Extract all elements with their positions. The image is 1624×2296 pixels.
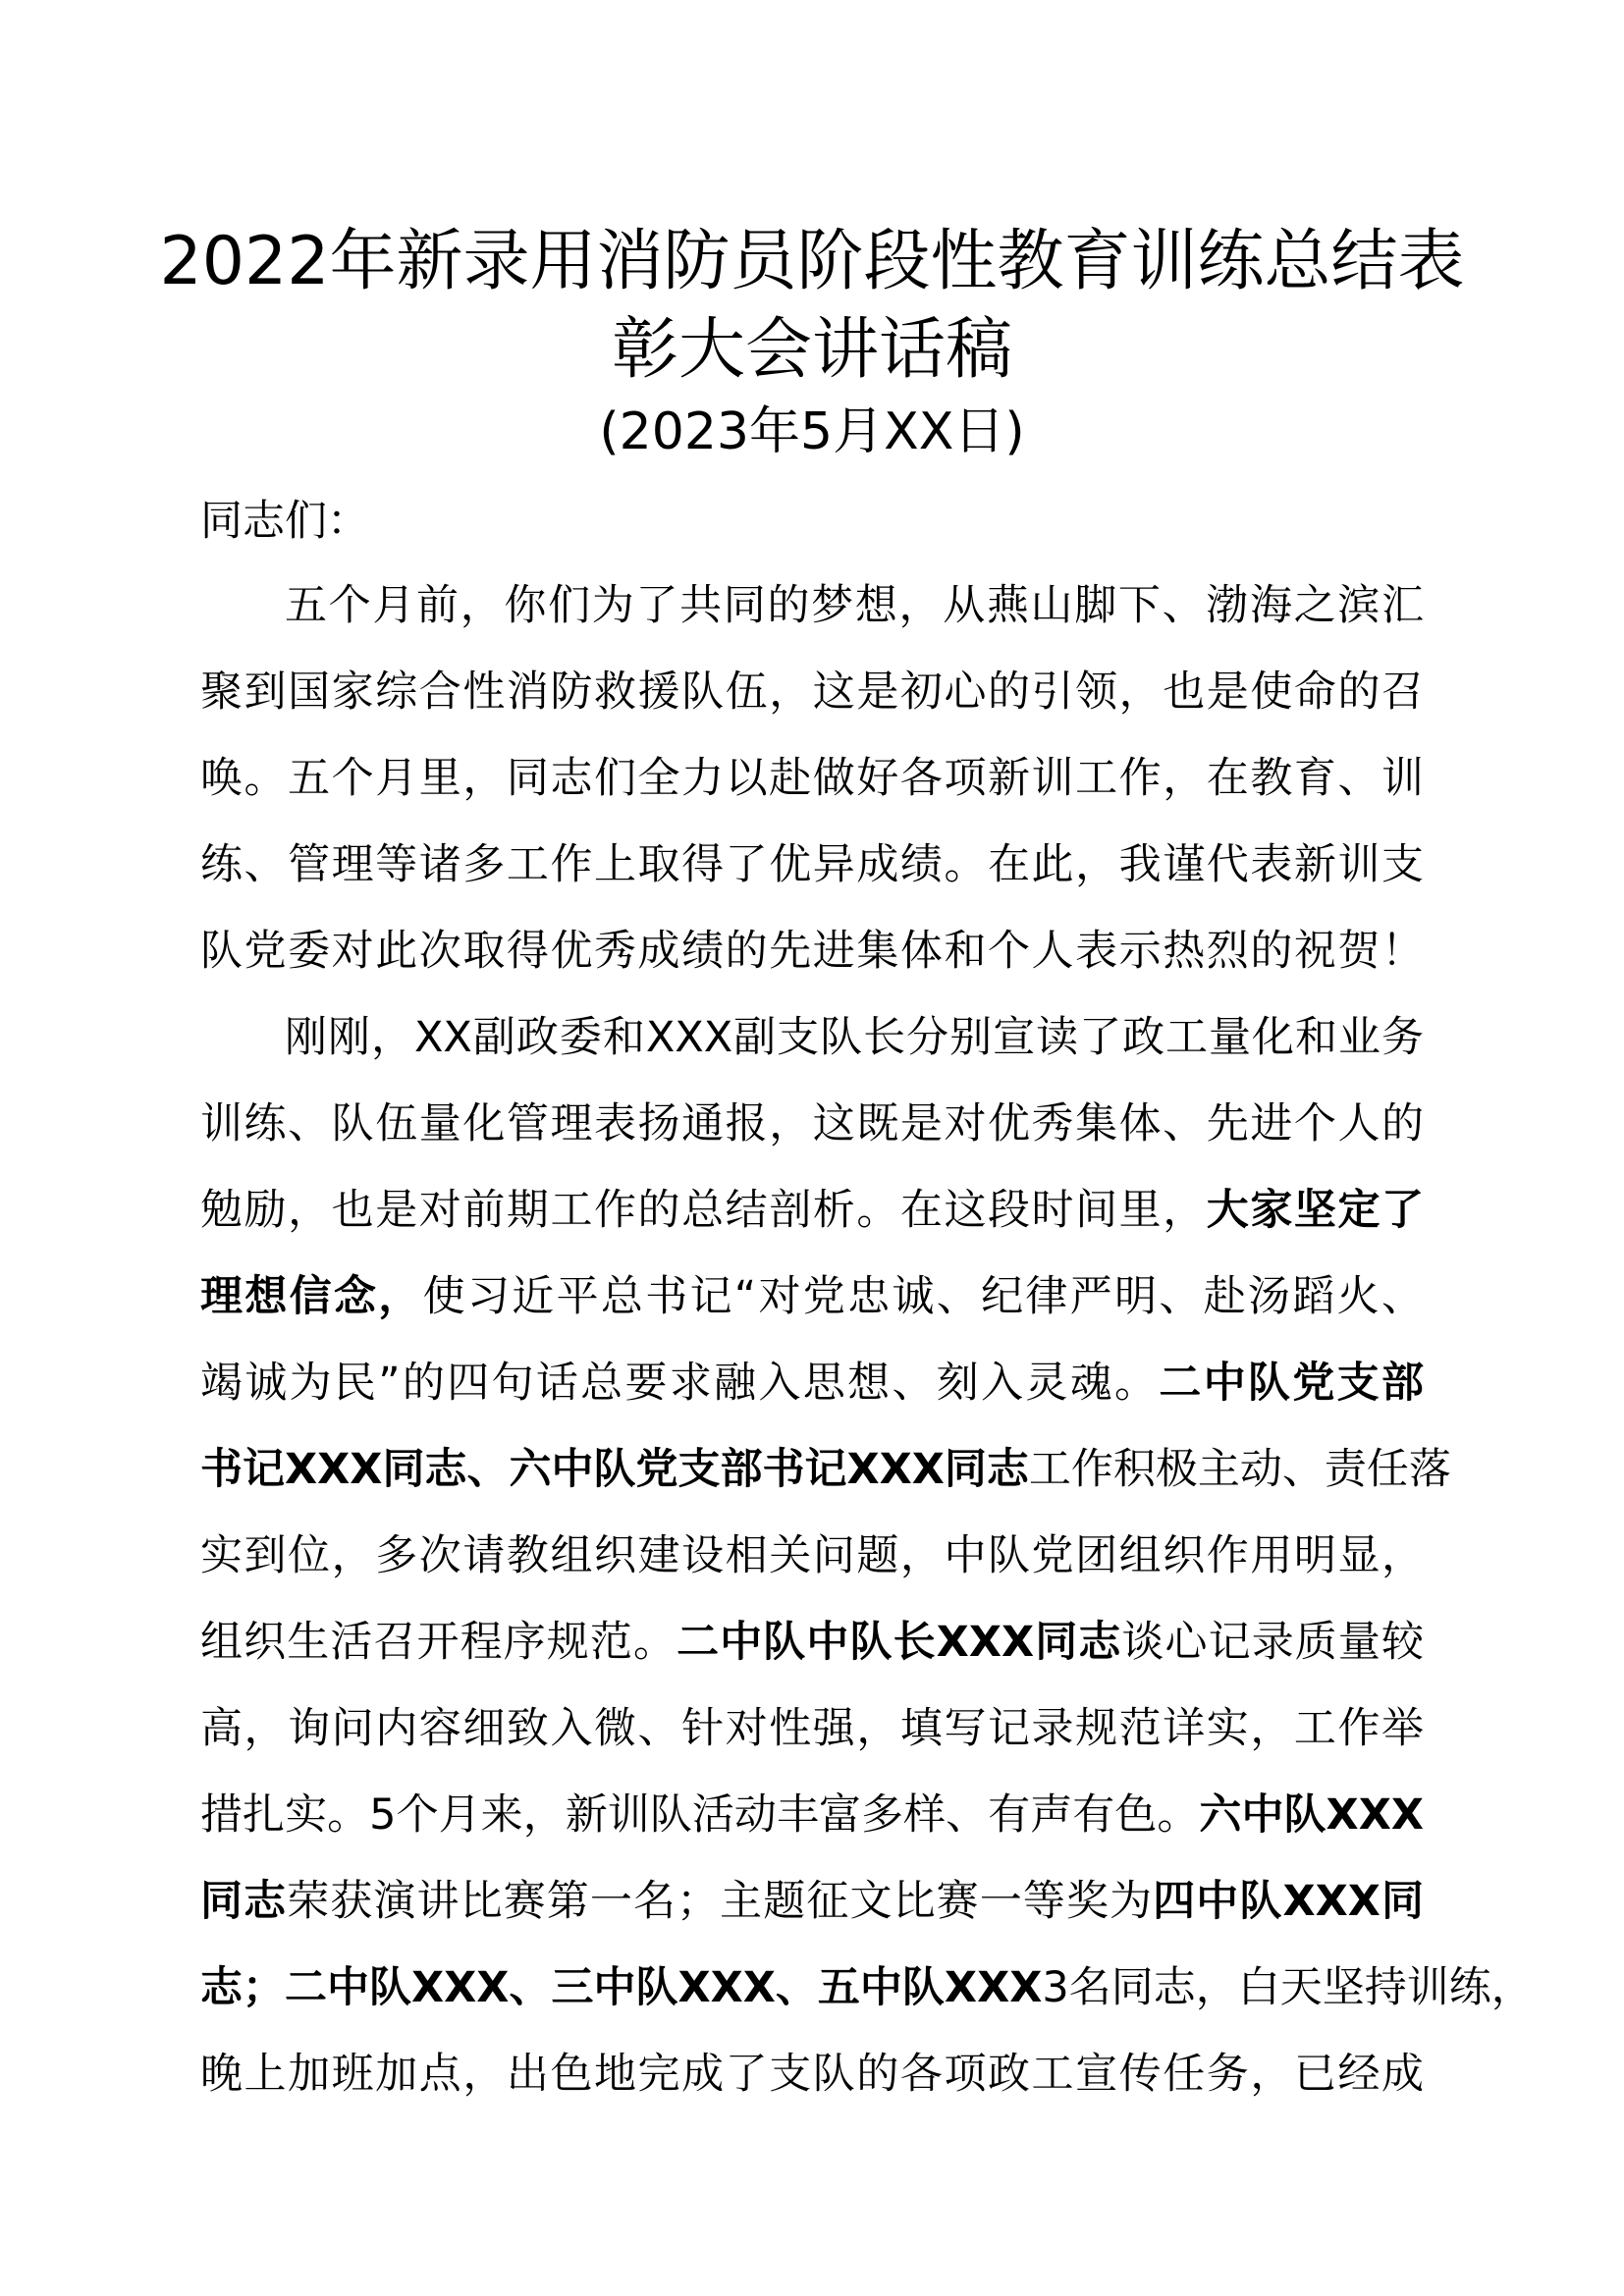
para1-line-2: 聚到国家综合性消防救援队伍，这是初心的引领，也是使命的召 <box>200 667 1424 717</box>
para2-line-10 <box>200 1771 1424 1859</box>
para2-line-3 <box>200 1166 1424 1255</box>
para2-line-12 <box>200 1944 1534 2032</box>
text-run: 荣获演讲比赛第一名；主题征文比赛一等奖为 <box>287 1877 1154 1926</box>
para2-line-13: 晚上加班加点，出色地完成了支队的各项政工宣传任务，已经成 <box>200 2050 1424 2099</box>
para2-line-11 <box>200 1857 1424 1946</box>
text-run: 竭诚为民”的四句话总要求融入思想、刻入灵魂。 <box>200 1359 1160 1408</box>
salutation: 同志们： <box>200 497 369 546</box>
para1-line-1: 五个月前，你们为了共同的梦想，从燕山脚下、渤海之滨汇 <box>285 581 1424 630</box>
para2-line-8 <box>200 1598 1424 1686</box>
bold-run: 志；二中队XXX、三中队XXX、五中队XXX <box>200 1963 1043 2012</box>
title-line-2: 彰大会讲话稿 <box>611 311 1012 389</box>
para2-line-6 <box>200 1425 1451 1514</box>
text-run: 工作积极主动、责任落 <box>1028 1445 1451 1494</box>
bold-run: 二中队党支部 <box>1159 1359 1425 1408</box>
text-run: 勉励，也是对前期工作的总结剖析。在这段时间里， <box>200 1186 1207 1235</box>
bold-run: 书记XXX同志、六中队党支部书记XXX同志 <box>200 1445 1029 1494</box>
speech-date: (2023年5月XX日) <box>599 402 1025 461</box>
bold-run: 理想信念， <box>200 1272 423 1321</box>
text-run: 组织生活召开程序规范。 <box>200 1618 677 1667</box>
para2-line-9: 高，询问内容细致入微、针对性强，填写记录规范详实，工作举 <box>200 1704 1424 1753</box>
bold-run: 六中队XXX <box>1199 1790 1424 1840</box>
para1-line-5: 队党委对此次取得优秀成绩的先进集体和个人表示热烈的祝贺！ <box>200 927 1424 976</box>
para2-line-1: 刚刚，XX副政委和XXX副支队长分别宣读了政工量化和业务 <box>285 1013 1424 1062</box>
text-run: 使习近平总书记“对党忠诚、纪律严明、赴汤蹈火、 <box>422 1272 1425 1321</box>
para1-line-4: 练、管理等诸多工作上取得了优异成绩。在此，我谨代表新训支 <box>200 840 1424 889</box>
bold-run: 二中队中队长XXX同志 <box>677 1618 1122 1667</box>
para2-line-2: 训练、队伍量化管理表扬通报，这既是对优秀集体、先进个人的 <box>200 1099 1424 1148</box>
para1-line-3: 唤。五个月里，同志们全力以赴做好各项新训工作，在教育、训 <box>200 754 1424 803</box>
para2-line-4 <box>200 1253 1424 1341</box>
bold-run: 四中队XXX同 <box>1153 1877 1425 1926</box>
title-line-1: 2022年新录用消防员阶段性教育训练总结表 <box>159 223 1465 300</box>
para2-line-5 <box>200 1339 1424 1427</box>
bold-run: 同志 <box>200 1877 288 1926</box>
text-run: 措扎实。5个月来，新训队活动丰富多样、有声有色。 <box>200 1790 1200 1840</box>
para2-line-7: 实到位，多次请教组织建设相关问题，中队党团组织作用明显， <box>200 1531 1424 1580</box>
text-run: 3名同志，白天坚持训练， <box>1042 1963 1534 2012</box>
text-run: 谈心记录质量较 <box>1121 1618 1425 1667</box>
bold-run: 大家坚定了 <box>1206 1186 1425 1235</box>
